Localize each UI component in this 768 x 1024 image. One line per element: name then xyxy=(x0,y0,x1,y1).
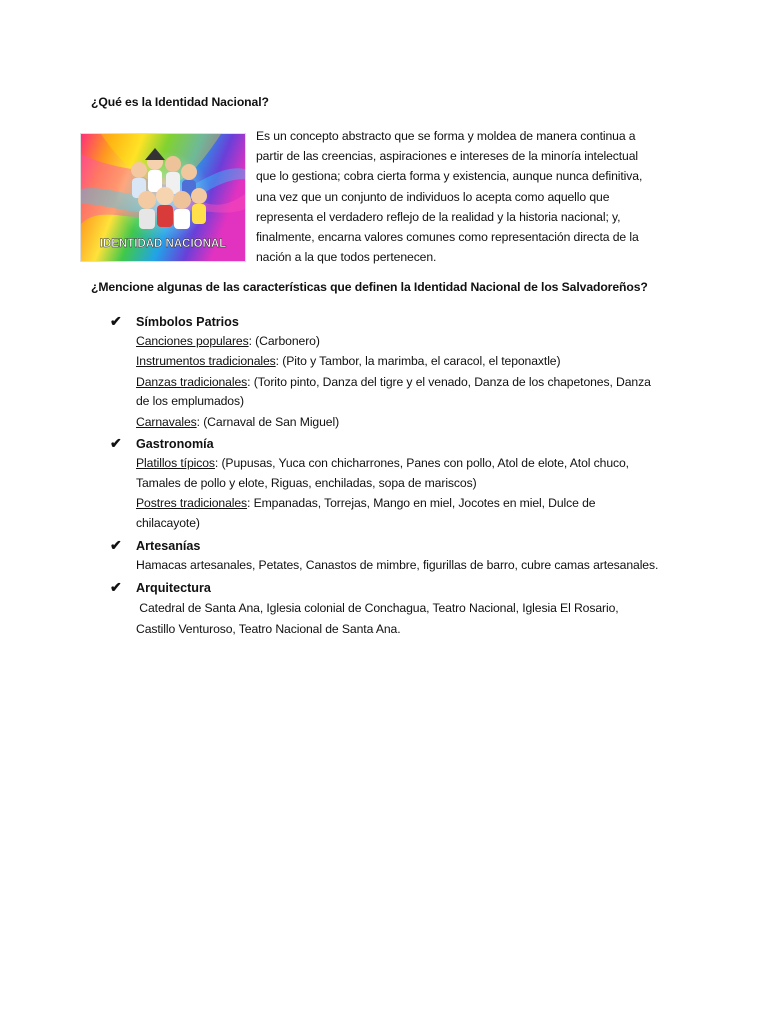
postres-line xyxy=(136,496,595,510)
postres-label: Postres tradicionales xyxy=(136,496,248,510)
rainbow-children-illustration xyxy=(81,134,245,261)
question-identidad-nacional: ¿Qué es la Identidad Nacional? xyxy=(91,95,269,109)
artesanias-text: Hamacas artesanales, Petates, Canastos de mimbre, figurillas de barro, cubre camas artesanales. xyxy=(136,558,659,572)
section-arquitectura xyxy=(110,579,211,596)
arquitectura-line-1: Catedral de Santa Ana, Iglesia colonial de Conchagua, Teatro Nacional, Iglesia El Rosario, xyxy=(136,601,619,615)
checkmark-icon: ✔ xyxy=(110,313,122,329)
image-caption: IDENTIDAD NACIONAL xyxy=(99,238,227,250)
checkmark-icon: ✔ xyxy=(110,435,122,451)
postres-text: : Empanadas, Torrejas, Mango en miel, Jocotes en miel, Dulce de xyxy=(247,496,596,510)
identidad-nacional-image xyxy=(80,133,246,262)
danzas-line xyxy=(136,375,651,389)
carnavales-line xyxy=(136,415,339,429)
section-title: Artesanías xyxy=(136,539,201,553)
danzas-continuation: de los emplumados) xyxy=(136,394,244,408)
intro-line: representa el verdadero reflejo de la realidad y la historia nacional; y, xyxy=(256,209,621,224)
section-gastronomia xyxy=(110,435,214,452)
danzas-text: : (Torito pinto, Danza del tigre y el venado, Danza de los chapetones, Danza xyxy=(247,375,651,389)
platillos-text: : (Pupusas, Yuca con chicharrones, Panes con pollo, Atol de elote, Atol chuco, xyxy=(214,456,629,470)
section-title: Símbolos Patrios xyxy=(136,315,239,329)
intro-line: que lo gestiona; cobra cierta forma y existencia, aunque nunca definitiva, xyxy=(256,169,643,184)
postres-continuation: chilacayote) xyxy=(136,516,200,530)
checkmark-icon: ✔ xyxy=(110,537,122,553)
platillos-label: Platillos típicos xyxy=(136,456,215,470)
canciones-line xyxy=(136,334,320,348)
carnavales-text: : (Carnaval de San Miguel) xyxy=(196,415,340,429)
danzas-label: Danzas tradicionales xyxy=(136,375,248,389)
instrumentos-text: : (Pito y Tambor, la marimba, el caracol, el teponaxtle) xyxy=(275,354,561,368)
intro-paragraph xyxy=(256,126,676,267)
section-simbolos-patrios xyxy=(110,313,239,330)
intro-line: una vez que un conjunto de individuos lo acepta como aquello que xyxy=(256,189,610,204)
instrumentos-line xyxy=(136,354,560,368)
section-title: Gastronomía xyxy=(136,437,214,451)
platillos-line xyxy=(136,456,629,470)
instrumentos-label: Instrumentos tradicionales xyxy=(136,354,276,368)
carnavales-label: Carnavales xyxy=(136,415,197,429)
intro-line: Es un concepto abstracto que se forma y moldea de manera continua a xyxy=(256,129,636,143)
question-caracteristicas: ¿Mencione algunas de las características que definen la Identidad Nacional de los Salvadoreños? xyxy=(91,280,648,294)
intro-line: partir de las creencias, aspiraciones e intereses de la minoría intelectual xyxy=(256,149,639,164)
intro-line: nación a la que todos pertenecen. xyxy=(256,250,437,265)
canciones-label: Canciones populares xyxy=(136,334,249,348)
checkmark-icon: ✔ xyxy=(110,579,122,595)
platillos-continuation: Tamales de pollo y elote, Riguas, enchiladas, sopa de mariscos) xyxy=(136,476,477,490)
arquitectura-line-2: Castillo Venturoso, Teatro Nacional de Santa Ana. xyxy=(136,622,401,636)
section-title: Arquitectura xyxy=(136,581,211,595)
intro-line: finalmente, encarna valores comunes como representación directa de la xyxy=(256,230,639,245)
section-artesanias xyxy=(110,537,200,554)
canciones-text: : (Carbonero) xyxy=(248,334,320,348)
